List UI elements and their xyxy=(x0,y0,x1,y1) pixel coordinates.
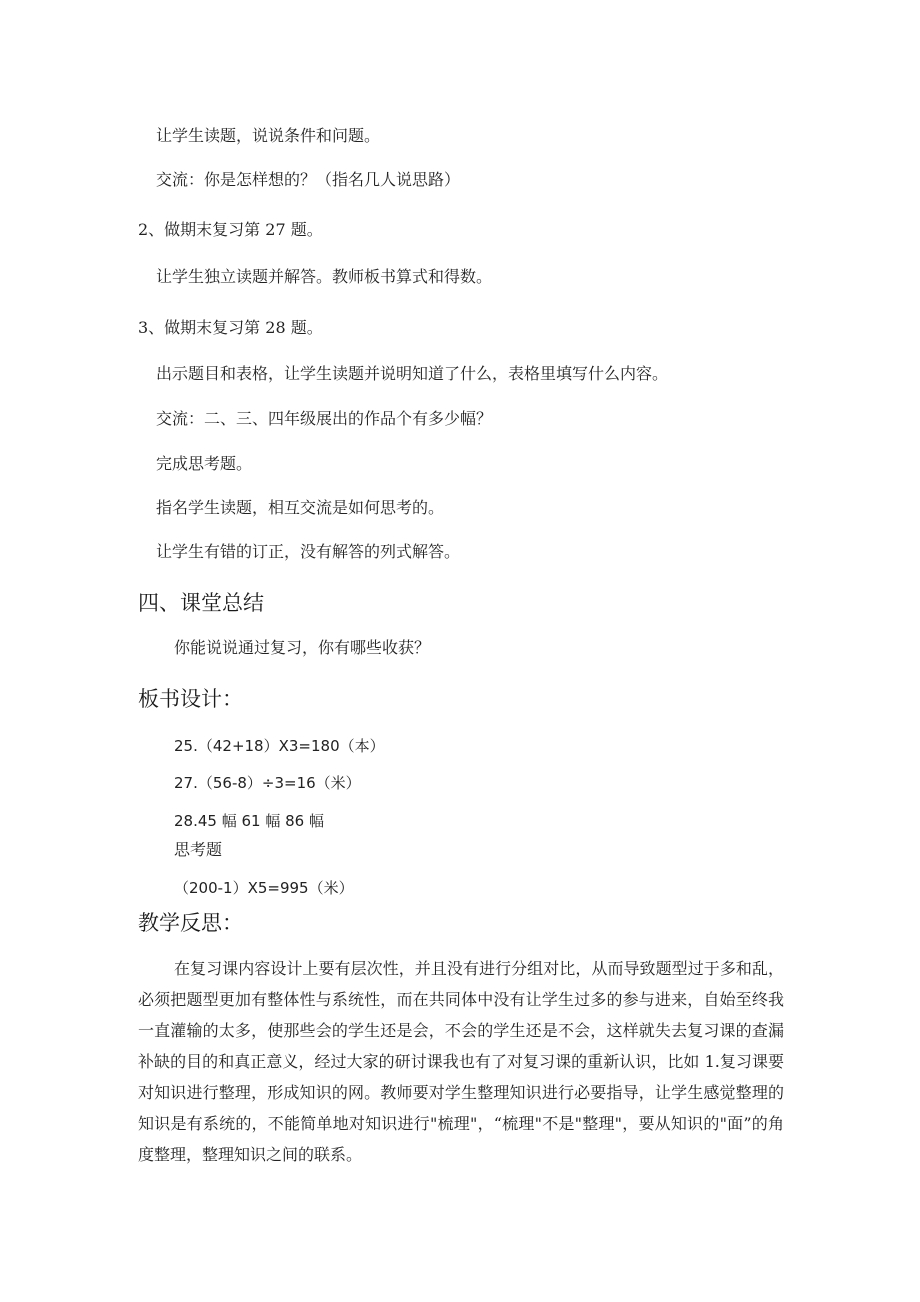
board-equation: 28.45 幅 61 幅 86 幅 xyxy=(174,812,324,830)
board-equation: 25.（42+18）X3=180（本） xyxy=(174,737,385,755)
section-heading: 四、课堂总结 xyxy=(138,591,264,615)
text-line: 指名学生读题，相互交流是如何思考的。 xyxy=(156,498,445,517)
text-line: 让学生有错的订正，没有解答的列式解答。 xyxy=(156,542,461,561)
text-line: 让学生独立读题并解答。教师板书算式和得数。 xyxy=(156,267,493,286)
reflection-paragraph: 在复习课内容设计上要有层次性，并且没有进行分组对比，从而导致题型过于多和乱，必须把题型更加有整体性与系统性，而在共同体中没有让学生过多的参与进来，自始至终我一直灌输的太多，使那些会的学生还是会，不会的学生还是不会，这样就失去复习课的查漏补缺的目的和真正意义，经过大家的研讨课我也有了对复习课的重新认识，比如 1.复习课要对知识进行整理，形成知识的网。教师要对学生整理知识进行必要指导，让学生感觉整理的知识是有系统的，不能简单地对知识进行"梳理"，“梳理"不是"整理"，要从知识的"面”的角度整理，整理知识之间的联系。 xyxy=(138,959,784,1164)
item-title: 3、做期末复习第 28 题。 xyxy=(138,318,323,337)
item-title: 2、做期末复习第 27 题。 xyxy=(138,220,323,239)
section-heading: 板书设计： xyxy=(138,687,243,711)
text-line: 完成思考题。 xyxy=(156,454,253,473)
section-heading: 教学反思： xyxy=(138,911,243,935)
text-line: 出示题目和表格，让学生读题并说明知道了什么，表格里填写什么内容。 xyxy=(156,364,669,383)
text-line: 交流：你是怎样想的？（指名几人说思路） xyxy=(156,170,461,189)
board-equation: 27.（56-8）÷3=16（米） xyxy=(174,774,361,792)
board-label: 思考题 xyxy=(174,840,223,859)
text-line: 让学生读题，说说条件和问题。 xyxy=(156,126,381,145)
text-line: 交流：二、三、四年级展出的作品个有多少幅？ xyxy=(156,409,493,428)
text-line: 你能说说通过复习，你有哪些收获？ xyxy=(174,638,431,657)
board-equation: （200-1）X5=995（米） xyxy=(174,879,354,897)
